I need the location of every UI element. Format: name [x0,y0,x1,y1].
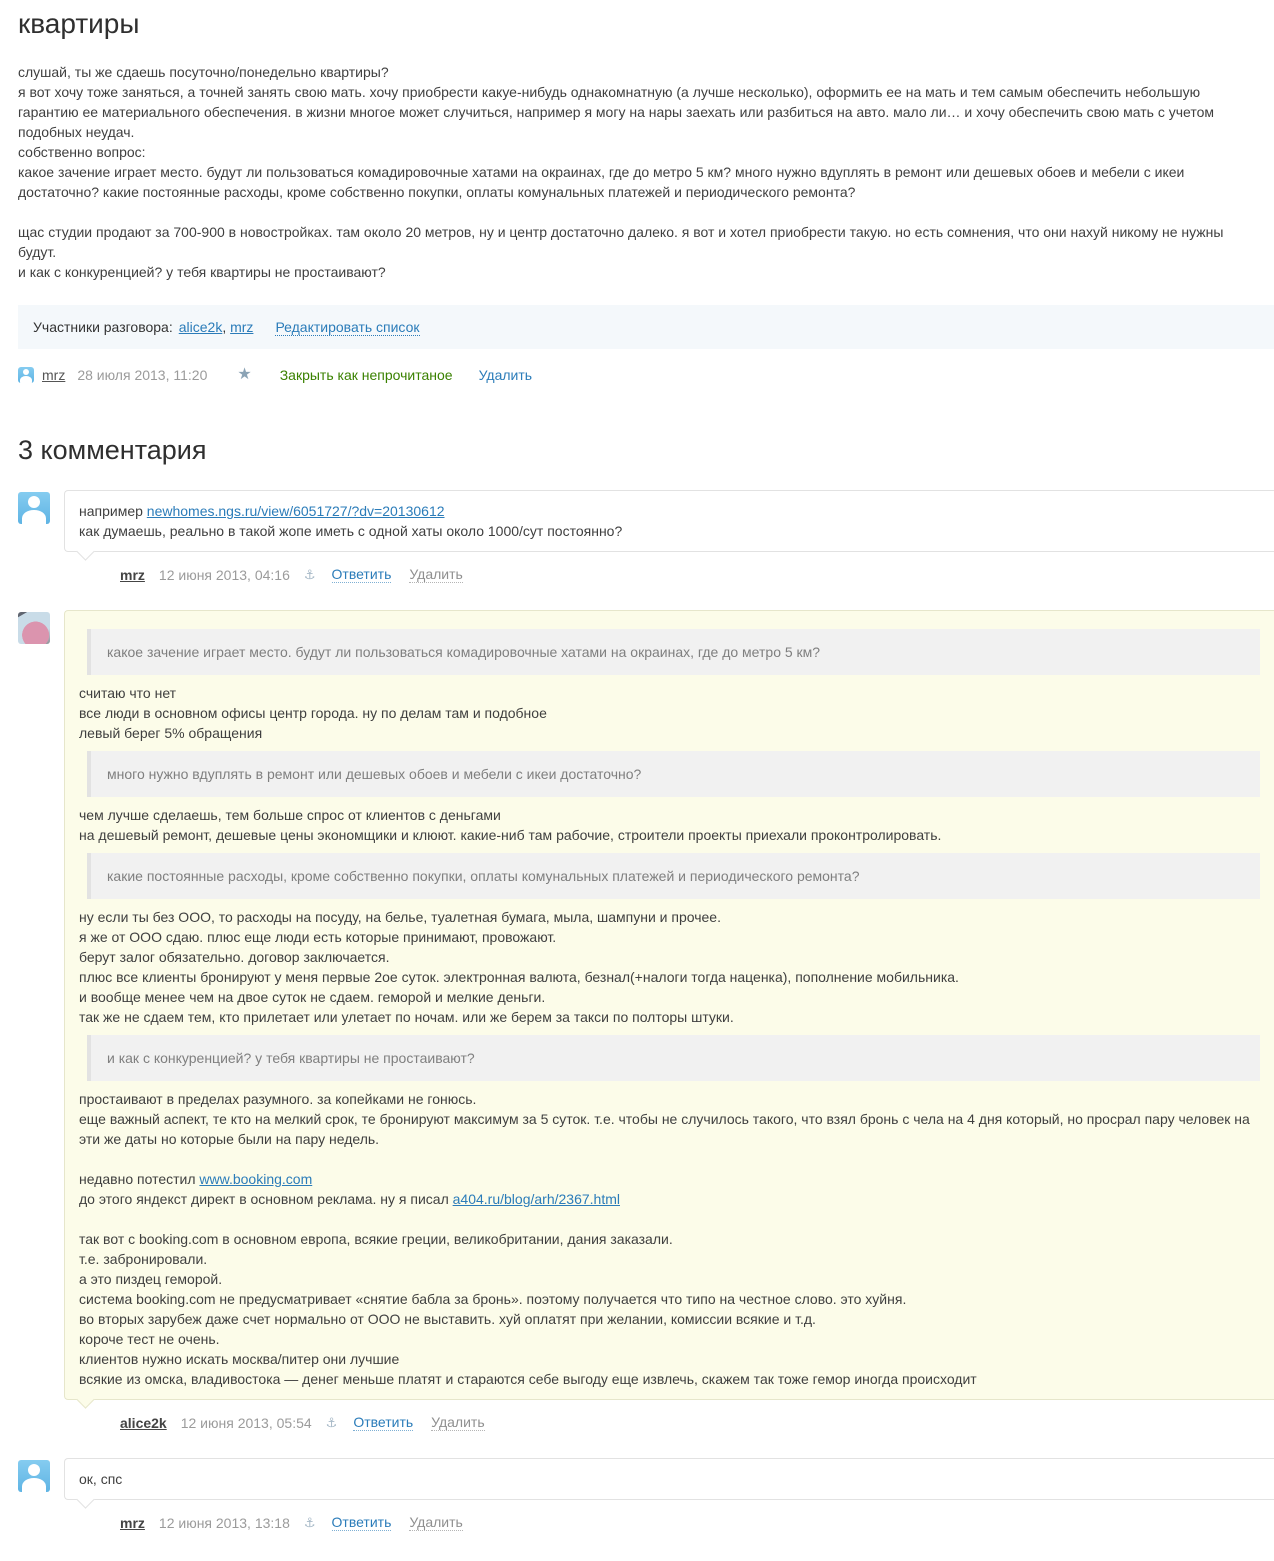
comment-paragraph [79,1089,1260,1389]
participants-bar [18,305,1274,349]
delete-comment-button[interactable]: Удалить [431,1414,485,1430]
comment-line [79,1349,1260,1369]
comment-line [107,866,1244,886]
comment-text: короче тест не очень. [79,1331,220,1347]
delete-comment-button[interactable]: Удалить [409,1514,463,1530]
quote-block [87,853,1260,899]
comment-line [79,1007,1260,1027]
participant-link-alice2k[interactable]: alice2k [178,319,223,335]
comment-line [79,723,1260,743]
message-line: собственно вопрос: [18,144,146,160]
message-line: щас студии продают за 700-900 в новостройках. там около 20 метров, ну и центр достаточно далеко. я вот и хотел приобрести такую. но есть сомнения, что они нахуй никому не нужны будут. [18,224,1224,260]
comment-text: и как с конкуренцией? у тебя квартиры не простаивают? [107,1050,475,1066]
comment-line [79,1269,1260,1289]
comment-line [79,1369,1260,1389]
comment-line [79,501,1260,521]
participant-link-mrz[interactable]: mrz [230,319,254,335]
comment-date: 12 июня 2013, 05:54 [180,1414,312,1431]
comment-line [107,764,1244,784]
comment-text: так вот с booking.com в основном европа, всякие греции, великобритании, дания заказали. [79,1231,673,1247]
reply-button[interactable]: Ответить [331,1514,392,1530]
thread-date: 28 июля 2013, 11:20 [77,367,208,383]
comment-line [79,1469,1260,1489]
comments-heading: 3 комментария [18,435,207,465]
comment-date: 12 июня 2013, 04:16 [158,566,290,583]
comment-text: какое зачение играет место. будут ли пользоваться комадировочные хатами на окраинах, где до метро 5 км? [107,644,821,660]
comment-line [79,1089,1260,1109]
comment-paragraph [79,907,1260,1027]
comment-text: я же от ООО сдаю. плюс еще люди есть которые принимают, провожают. [79,929,557,945]
mark-unread-button[interactable]: Закрыть как непрочитаное [279,367,453,383]
comment-bubble [64,490,1274,552]
comment-text: например [79,503,147,519]
comment-author-link[interactable]: alice2k [120,1414,167,1431]
comment-line [79,1329,1260,1349]
comment-line [79,907,1260,927]
comment-text: берут залог обязательно. договор заключается. [79,949,390,965]
delete-thread-button[interactable]: Удалить [478,367,533,383]
inline-link[interactable]: a404.ru/blog/arh/2367.html [452,1191,620,1207]
comment-text: во вторых зарубеж даже счет нормально от ООО не выставить. хуй оплатят при желании, комиссии всякие и т.д. [79,1311,816,1327]
comment-text: и вообще менее чем на двое суток не сдаем. геморой и мелкие деньги. [79,989,546,1005]
comment-text: система booking.com не предусматривает «снятие бабла за бронь». поэтому получается что типо на честное слово. это хуйня. [79,1291,907,1307]
comment-text: на дешевый ремонт, дешевые цены экономщики и клюют. какие-ниб там рабочие, строители проекты приехали проконтролировать. [79,827,942,843]
default-user-avatar[interactable] [18,492,50,524]
comment-meta [120,1414,1274,1431]
anchor-icon[interactable]: ⚓ [303,566,316,582]
comment-line [79,1169,1260,1189]
inline-link[interactable]: newhomes.ngs.ru/view/6051727/?dv=20130612 [146,503,445,519]
message-line: слушай, ты же сдаешь посуточно/понедельно квартиры? [18,64,389,80]
comment-text: недавно потестил [79,1171,200,1187]
edit-participants-link[interactable]: Редактировать список [275,319,420,335]
comment-line [79,683,1260,703]
inline-link[interactable]: www.booking.com [199,1171,313,1187]
comment [0,610,1274,1431]
comment-text: левый берег 5% обращения [79,725,263,741]
comment-bubble [64,1458,1274,1500]
comment-paragraph [79,1469,1260,1489]
anchor-icon[interactable]: ⚓ [325,1414,338,1430]
reply-button[interactable]: Ответить [353,1414,414,1430]
comment-text: чем лучше сделаешь, тем больше спрос от клиентов с деньгами [79,807,501,823]
comment-bubble [64,610,1274,1400]
comment-text: еще важный аспект, те кто на мелкий срок, те бронируют максимум за 5 суток. т.е. чтобы не случилось такого, что взял бронь с чела на 4 дня который, но просрал пару человек на эти же даты но которые были на пару недель. [79,1111,1250,1147]
comment-text: ну если ты без ООО, то расходы на посуду, на белье, туалетная бумага, мыла, шампуни и прочее. [79,909,721,925]
comment-line [79,927,1260,947]
message-line [18,202,1256,222]
star-icon[interactable]: ★ [237,366,252,383]
message-line: и как с конкуренцией? у тебя квартиры не простаивают? [18,264,386,280]
thread-meta [18,367,1274,383]
comment-text: какие постоянные расходы, кроме собственно покупки, оплаты комунальных платежей и периодического ремонта? [107,868,860,884]
comment-text: а это пиздец геморой. [79,1271,223,1287]
user-photo-avatar[interactable] [18,612,50,644]
comment-line [79,1309,1260,1329]
comment-paragraph [79,683,1260,743]
comment-text: много нужно вдуплять в ремонт или дешевых обоев и мебели с икеи достаточно? [107,766,642,782]
comment-paragraph [79,805,1260,845]
comment-line [79,947,1260,967]
comment-author-link[interactable]: mrz [120,1514,145,1531]
comment [0,490,1274,583]
comment-text: клиентов нужно искать москва/питер они лучшие [79,1351,400,1367]
comment-line [79,1249,1260,1269]
reply-button[interactable]: Ответить [331,566,392,582]
comment-text: до этого яндекст директ в основном реклама. ну я писал [79,1191,453,1207]
conversation-page [0,8,1274,1561]
comment-line [79,1229,1260,1249]
comment-text: ок, спс [79,1471,123,1487]
comment-line [79,1189,1260,1209]
comment-text: так же не сдаем тем, кто прилетает или улетает по ночам. или же берем за такси по полторы штуки. [79,1009,734,1025]
comment-text: всякие из омска, владивостока — денег меньше платят и стараются себе выгоду еще извлечь, скажем так тоже гемор иногда происходит [79,1371,977,1387]
comment-text: плюс все клиенты бронируют у меня первые 2ое суток. электронная валюта, безнал(+налоги тогда наценка), пополнение мобильника. [79,969,959,985]
comment-author-link[interactable]: mrz [120,566,145,583]
comment-text: все люди в основном офисы центр города. ну по делам там и подобное [79,705,547,721]
comment-line [79,967,1260,987]
comment-line [79,1109,1260,1149]
comment-text: как думаешь, реально в такой жопе иметь с одной хаты около 1000/сут постоянно? [79,523,623,539]
thread-message [18,62,1256,282]
comment-line [79,703,1260,723]
comment-line [79,521,1260,541]
thread-author-avatar[interactable] [18,367,34,383]
comment-text: простаивают в пределах разумного. за копейками не гонюсь. [79,1091,477,1107]
quote-block [87,751,1260,797]
message-line: какое зачение играет место. будут ли пользоваться комадировочные хатами на окраинах, где до метро 5 км? много нужно вдуплять в ремонт или дешевых обоев и мебели с икеи достаточно? какие постоянные расходы, кроме собственно покупки, оплаты комунальных платежей и периодического ремонта? [18,164,1185,200]
comment [0,1458,1274,1531]
message-line: я вот хочу тоже заняться, а точней занять свою мать. хочу приобрести какуе-нибудь однакомнатную (а лучше несколько), оформить ее на мать и тем самым обеспечить небольшую гарантию ее материального обеспечения. в жизни многое может случиться, например я могу на нары заехать или разбиться на авто. мало ли… и хочу обеспечить свою мать с учетом подобных неудач. [18,84,1215,140]
quote-block [87,1035,1260,1081]
default-user-avatar[interactable] [18,1460,50,1492]
thread-author-link[interactable]: mrz [42,367,66,383]
delete-comment-button[interactable]: Удалить [409,566,463,582]
comment-text: т.е. забронировали. [79,1251,208,1267]
comment-line [79,1209,1260,1229]
comment-line [79,805,1260,825]
comment-text: считаю что нет [79,685,177,701]
quote-block [87,629,1260,675]
comment-line [107,1048,1244,1068]
comment-line [79,825,1260,845]
comments-list [0,490,1274,1531]
comment-paragraph [79,501,1260,541]
page-title: квартиры [18,8,140,39]
anchor-icon[interactable]: ⚓ [303,1514,316,1530]
comment-meta [120,1514,1274,1531]
comment-line [79,987,1260,1007]
comment-line [79,1149,1260,1169]
comment-meta [120,566,1274,583]
comment-date: 12 июня 2013, 13:18 [158,1514,290,1531]
participants-separator: , [222,319,231,335]
participants-label: Участники разговора: [33,319,173,335]
comment-line [79,1289,1260,1309]
comment-line [107,642,1244,662]
